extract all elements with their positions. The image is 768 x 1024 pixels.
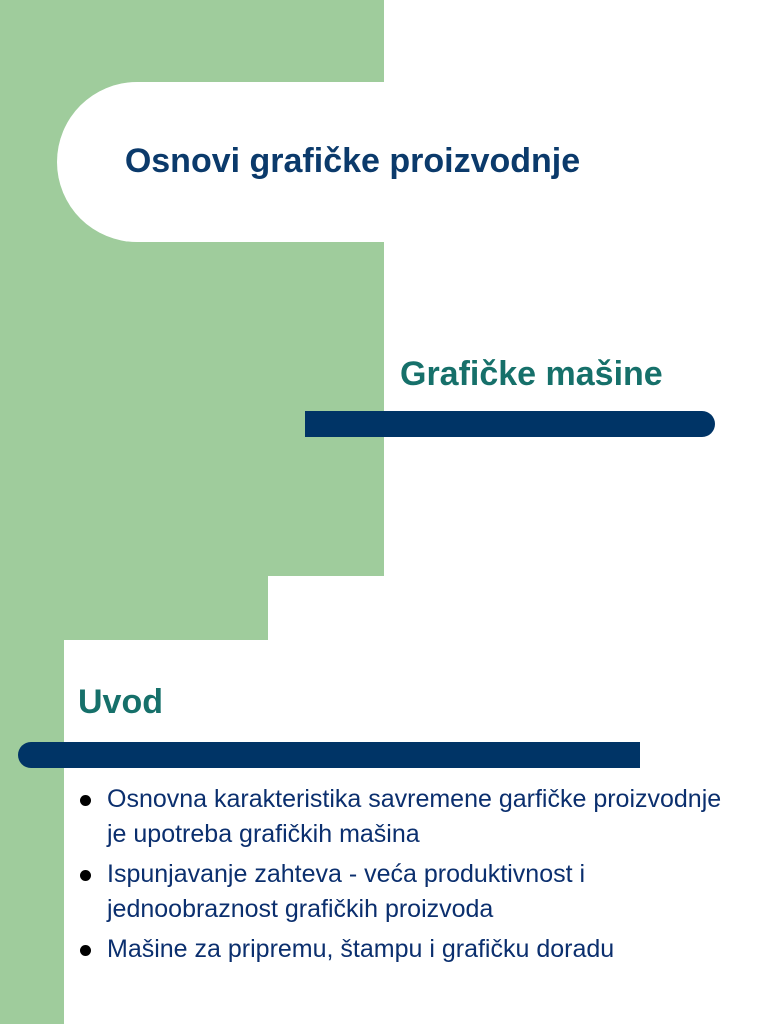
bullet-icon — [80, 795, 91, 806]
presentation-subtitle: Grafičke mašine — [400, 355, 663, 393]
slide-intro — [0, 576, 768, 1024]
subtitle-underline-bar — [305, 411, 715, 437]
presentation-title: Osnovi grafičke proizvodnje — [124, 142, 581, 180]
list-item-text: Ispunjavanje zahteva - veća produktivnost i jednoobraznost grafičkih proizvoda — [107, 860, 586, 923]
green-left-strip — [0, 576, 64, 1024]
list-item — [76, 857, 736, 927]
list-item-text: Mašine za pripremu, štampu i grafičku doradu — [107, 935, 615, 963]
list-item — [76, 932, 736, 967]
bullet-icon — [80, 870, 91, 881]
list-item — [76, 782, 736, 852]
heading-underline-bar — [18, 742, 640, 768]
list-item-text: Osnovna karakteristika savremene garfičke proizvodnje je upotreba grafičkih mašina — [107, 785, 722, 848]
bullet-icon — [80, 945, 91, 956]
bullet-list — [76, 782, 736, 972]
slide-heading: Uvod — [78, 683, 163, 721]
